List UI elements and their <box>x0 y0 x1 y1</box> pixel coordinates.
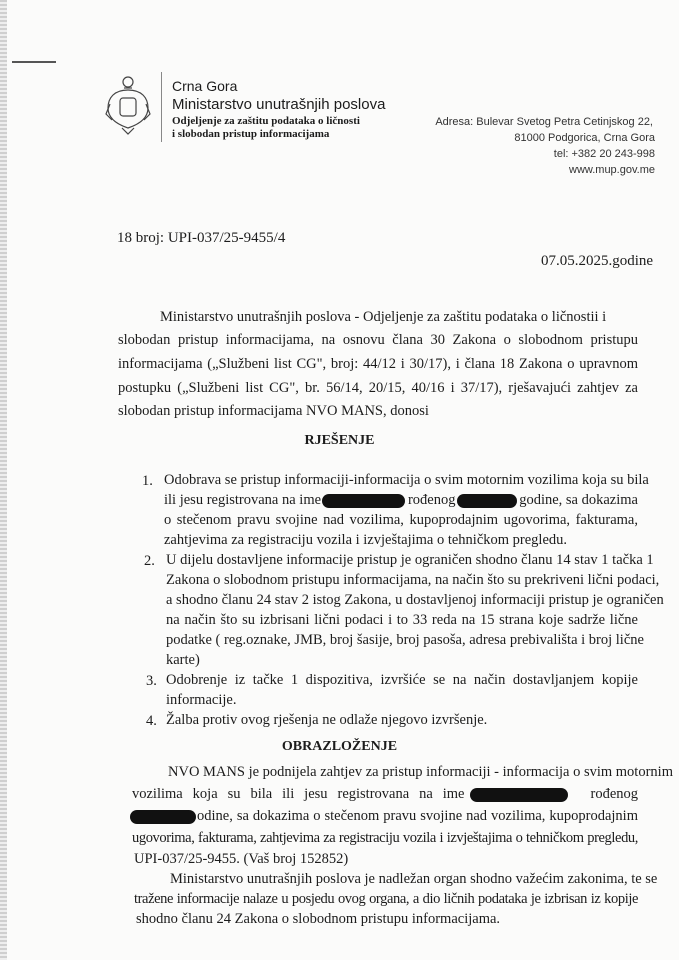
redaction <box>130 810 196 824</box>
reasoning-line: shodno članu 24 Zakona o slobodnom pristupu informacijama. <box>136 911 501 927</box>
decision-title: RJEŠENJE <box>304 433 375 448</box>
item-line: zahtjevima za registraciju vozila i izvještajima o tehničkom pregledu. <box>164 532 568 548</box>
redaction <box>322 494 405 508</box>
document-date: 07.05.2025.godine <box>541 253 654 269</box>
item-line: na način što su izbrisani lični podaci i to 33 reda na 15 strana koje sadrže lične <box>166 612 638 628</box>
reasoning-line: UPI-037/25-9455. (Vaš broj 152852) <box>134 851 349 867</box>
reasoning-line: ugovorima, fakturama, zahtjevima za registraciju vozila i izvještajima o tehničkom pregledu, <box>132 830 638 846</box>
redaction <box>457 494 517 508</box>
item-line: Zakona o slobodnom pristupu informacijama, na način što su prekriveni lični podaci, <box>166 572 660 588</box>
item-line: o stečenom pravu svojine nad vozilima, kupoprodajnim ugovorima, fakturama, <box>164 512 638 528</box>
reasoning-text: vozilima koja su bila ili jesu registrovana na ime <box>132 786 465 802</box>
ministry-name: Ministarstvo unutrašnjih poslova <box>172 96 386 113</box>
phone: tel: +382 20 243-998 <box>553 148 655 160</box>
reasoning-line <box>132 786 638 803</box>
intro-line <box>160 309 638 326</box>
item-number: 2. <box>144 553 155 569</box>
reasoning-text: odine, sa dokazima o stečenom pravu svojine nad vozilima, kupoprodajnim <box>197 808 638 824</box>
reasoning-line: Ministarstvo unutrašnjih poslova je nadležan organ shodno važećim zakonima, te se <box>170 871 658 887</box>
item-line: U dijelu dostavljene informacije pristup je ograničen shodno članu 14 stav 1 tačka 1 <box>166 552 654 568</box>
reasoning-text: rođenog <box>590 786 638 802</box>
item-text: ili jesu registrovana na ime <box>164 492 322 508</box>
reasoning-line: tražene informacije nalaze u posjedu ovog organa, a dio ličnih podataka je izbrisan iz kopije <box>134 891 638 907</box>
intro-line: slobodan pristup informacijama NVO MANS, donosi <box>118 403 429 419</box>
reasoning-line: NVO MANS je podnijela zahtjev za pristup informaciji - informacija o svim motornim <box>168 764 673 780</box>
item-line <box>164 492 638 509</box>
scan-mark <box>12 61 56 63</box>
item-line: informacije. <box>166 692 237 708</box>
department-name-line2: i slobodan pristup informacijama <box>172 128 330 140</box>
reasoning-title: OBRAZLOŽENJE <box>281 739 398 754</box>
item-number: 3. <box>146 673 157 689</box>
item-line: Odobrava se pristup informaciji-informacija o svim motornim vozilima koja su bila <box>164 472 649 488</box>
scan-edge <box>0 0 7 960</box>
website: www.mup.gov.me <box>569 164 655 176</box>
country-name: Crna Gora <box>172 78 238 94</box>
item-line: podatke ( reg.oznake, JMB, broj šasije, broj pasoša, adresa prebivališta i broj lične <box>166 632 644 648</box>
item-line: a shodno članu 24 stav 2 istog Zakona, u dostavljenoj informaciji pristup je ograničen <box>166 592 664 608</box>
department-name-line1: Odjeljenje za zaštitu podataka o ličnosti <box>172 115 360 127</box>
redaction <box>470 788 568 802</box>
intro-line: informacijama („Službeni list CG", broj: 44/12 i 30/17), i člana 18 Zakona o upravnom <box>118 356 638 372</box>
intro-line: postupku („Službeni list CG", br. 56/14, 20/15, 40/16 i 37/17), rješavajući zahtjev za <box>118 380 638 396</box>
item-line: karte) <box>166 652 200 668</box>
item-line: Žalba protiv ovog rješenja ne odlaže njegovo izvršenje. <box>166 712 488 728</box>
address-city: 81000 Podgorica, Crna Gora <box>514 132 655 144</box>
coat-of-arms-icon <box>104 74 152 136</box>
reasoning-line <box>130 808 638 825</box>
item-number: 4. <box>146 713 157 729</box>
intro-text: Ministarstvo unutrašnjih poslova - Odjeljenje za zaštitu podataka o ličnostii i <box>160 309 607 325</box>
item-text: rođenog <box>407 492 456 508</box>
item-text: godine, sa dokazima <box>519 492 638 508</box>
item-line: Odobrenje iz tačke 1 dispozitiva, izvršiće se na način dostavljanjem kopije <box>166 672 638 688</box>
item-number: 1. <box>142 473 153 489</box>
intro-line: slobodan pristup informacijama, na osnovu člana 30 Zakona o slobodnom pristupu <box>118 332 638 348</box>
header-divider <box>161 72 162 142</box>
reference-number: 18 broj: UPI-037/25-9455/4 <box>117 230 286 246</box>
address: Adresa: Bulevar Svetog Petra Cetinjskog 22, <box>435 116 653 128</box>
